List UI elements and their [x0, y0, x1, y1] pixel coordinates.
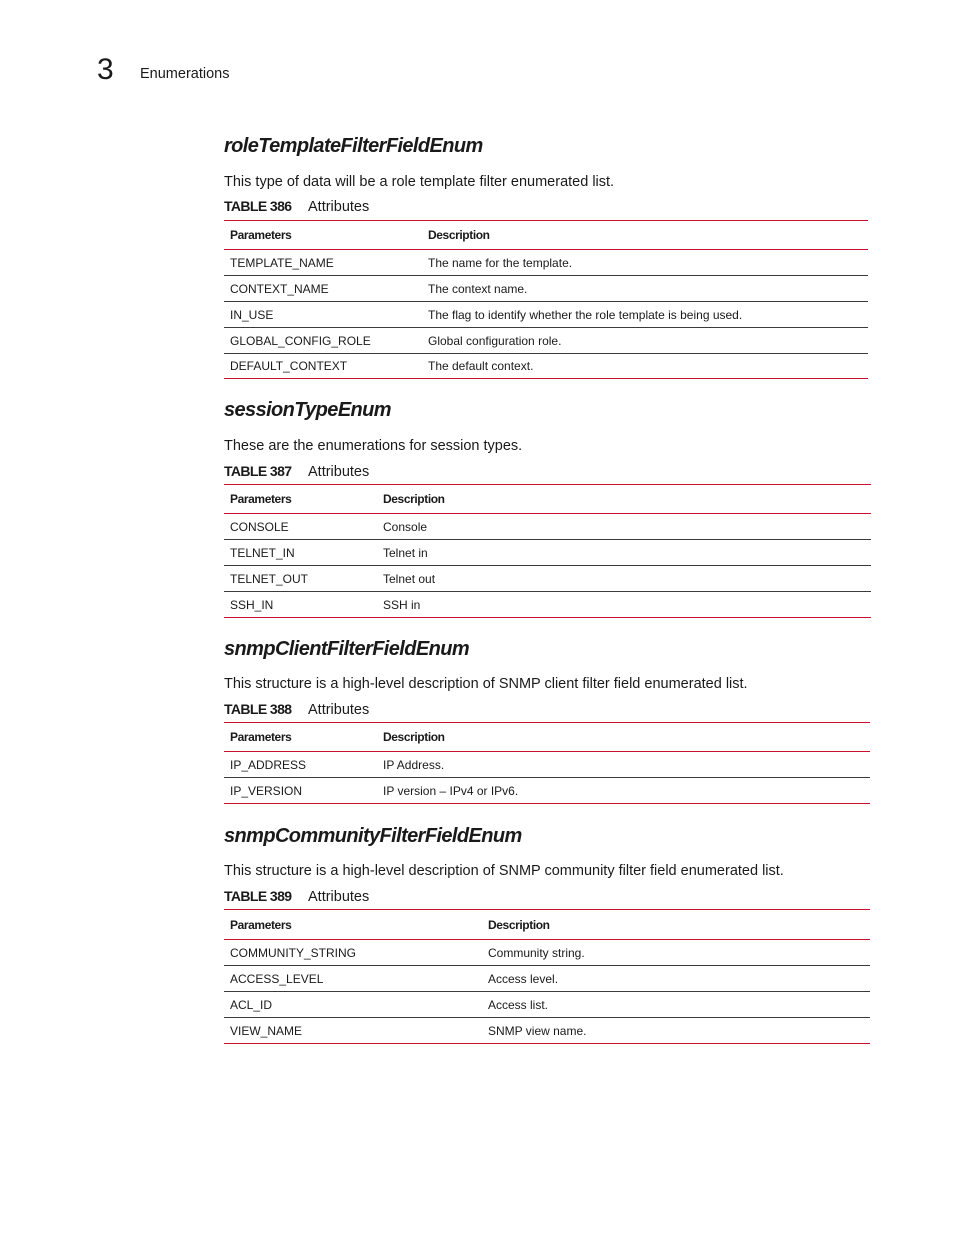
description-cell: SNMP view name. [482, 1018, 870, 1044]
table-number: TABLE 386 [224, 198, 292, 214]
section-snmpclientfilterfieldenum [224, 636, 870, 808]
description-cell: The default context. [422, 354, 868, 379]
description-cell: Access list. [482, 992, 870, 1018]
attributes-table [224, 484, 871, 618]
description-cell: Telnet out [377, 566, 871, 592]
table-number: TABLE 387 [224, 463, 292, 479]
parameter-cell: GLOBAL_CONFIG_ROLE [224, 328, 422, 354]
description-cell: The context name. [422, 276, 868, 302]
column-header-description: Description [482, 910, 870, 940]
section-snmpcommunityfilterfieldenum [224, 823, 870, 1048]
column-header-parameters: Parameters [224, 723, 377, 752]
table-row [224, 940, 870, 966]
description-cell: IP version – IPv4 or IPv6. [377, 778, 870, 804]
parameter-cell: CONSOLE [224, 514, 377, 540]
table-row [224, 354, 868, 379]
parameter-cell: CONTEXT_NAME [224, 276, 422, 302]
table-row [224, 328, 868, 354]
parameter-cell: TELNET_IN [224, 540, 377, 566]
parameter-cell: IN_USE [224, 302, 422, 328]
description-cell: Console [377, 514, 871, 540]
table-header-row [224, 221, 868, 250]
table-caption [224, 700, 369, 719]
parameter-cell: VIEW_NAME [224, 1018, 482, 1044]
section-description: This structure is a high-level description of SNMP client filter field enumerated list. [224, 676, 748, 692]
section-description: This type of data will be a role template filter enumerated list. [224, 174, 615, 190]
section-description: These are the enumerations for session types. [224, 438, 523, 454]
description-cell: Telnet in [377, 540, 871, 566]
attributes-table [224, 722, 870, 804]
table-caption [224, 887, 369, 906]
section-heading: snmpCommunityFilterFieldEnum [224, 825, 522, 847]
column-header-description: Description [377, 485, 871, 514]
table-row [224, 276, 868, 302]
description-cell: Community string. [482, 940, 870, 966]
description-cell: The name for the template. [422, 250, 868, 276]
table-row [224, 1018, 870, 1044]
table-row [224, 592, 871, 618]
description-cell: Access level. [482, 966, 870, 992]
table-header-row [224, 723, 870, 752]
description-cell: Global configuration role. [422, 328, 868, 354]
chapter-number: 3 [97, 53, 114, 86]
table-caption-text: Attributes [308, 889, 370, 905]
table-row [224, 966, 870, 992]
section-sessiontypeenum [224, 397, 871, 622]
table-header-row [224, 910, 870, 940]
column-header-parameters: Parameters [224, 221, 422, 250]
description-cell: SSH in [377, 592, 871, 618]
parameter-cell: IP_VERSION [224, 778, 377, 804]
parameter-cell: TELNET_OUT [224, 566, 377, 592]
table-header-row [224, 485, 871, 514]
section-description: This structure is a high-level description of SNMP community filter field enumerated list. [224, 863, 784, 879]
parameter-cell: COMMUNITY_STRING [224, 940, 482, 966]
column-header-description: Description [422, 221, 868, 250]
chapter-title: Enumerations [140, 66, 230, 82]
column-header-parameters: Parameters [224, 485, 377, 514]
table-number: TABLE 388 [224, 701, 292, 717]
section-heading: sessionTypeEnum [224, 399, 391, 421]
table-row [224, 752, 870, 778]
column-header-parameters: Parameters [224, 910, 482, 940]
attributes-table [224, 220, 868, 379]
table-caption-text: Attributes [308, 464, 370, 480]
section-heading: snmpClientFilterFieldEnum [224, 638, 470, 660]
table-row [224, 302, 868, 328]
parameter-cell: IP_ADDRESS [224, 752, 377, 778]
table-number: TABLE 389 [224, 888, 292, 904]
section-heading: roleTemplateFilterFieldEnum [224, 135, 483, 157]
attributes-table [224, 909, 870, 1044]
parameter-cell: DEFAULT_CONTEXT [224, 354, 422, 379]
parameter-cell: ACL_ID [224, 992, 482, 1018]
parameter-cell: TEMPLATE_NAME [224, 250, 422, 276]
description-cell: IP Address. [377, 752, 870, 778]
table-caption [224, 462, 369, 481]
section-roletemplatefilterfieldenum [224, 133, 868, 383]
table-caption-text: Attributes [308, 702, 370, 718]
table-caption [224, 197, 369, 216]
table-row [224, 992, 870, 1018]
column-header-description: Description [377, 723, 870, 752]
parameter-cell: ACCESS_LEVEL [224, 966, 482, 992]
table-row [224, 540, 871, 566]
table-row [224, 250, 868, 276]
parameter-cell: SSH_IN [224, 592, 377, 618]
table-row [224, 514, 871, 540]
table-row [224, 566, 871, 592]
table-row [224, 778, 870, 804]
table-caption-text: Attributes [308, 199, 370, 215]
description-cell: The flag to identify whether the role template is being used. [422, 302, 868, 328]
